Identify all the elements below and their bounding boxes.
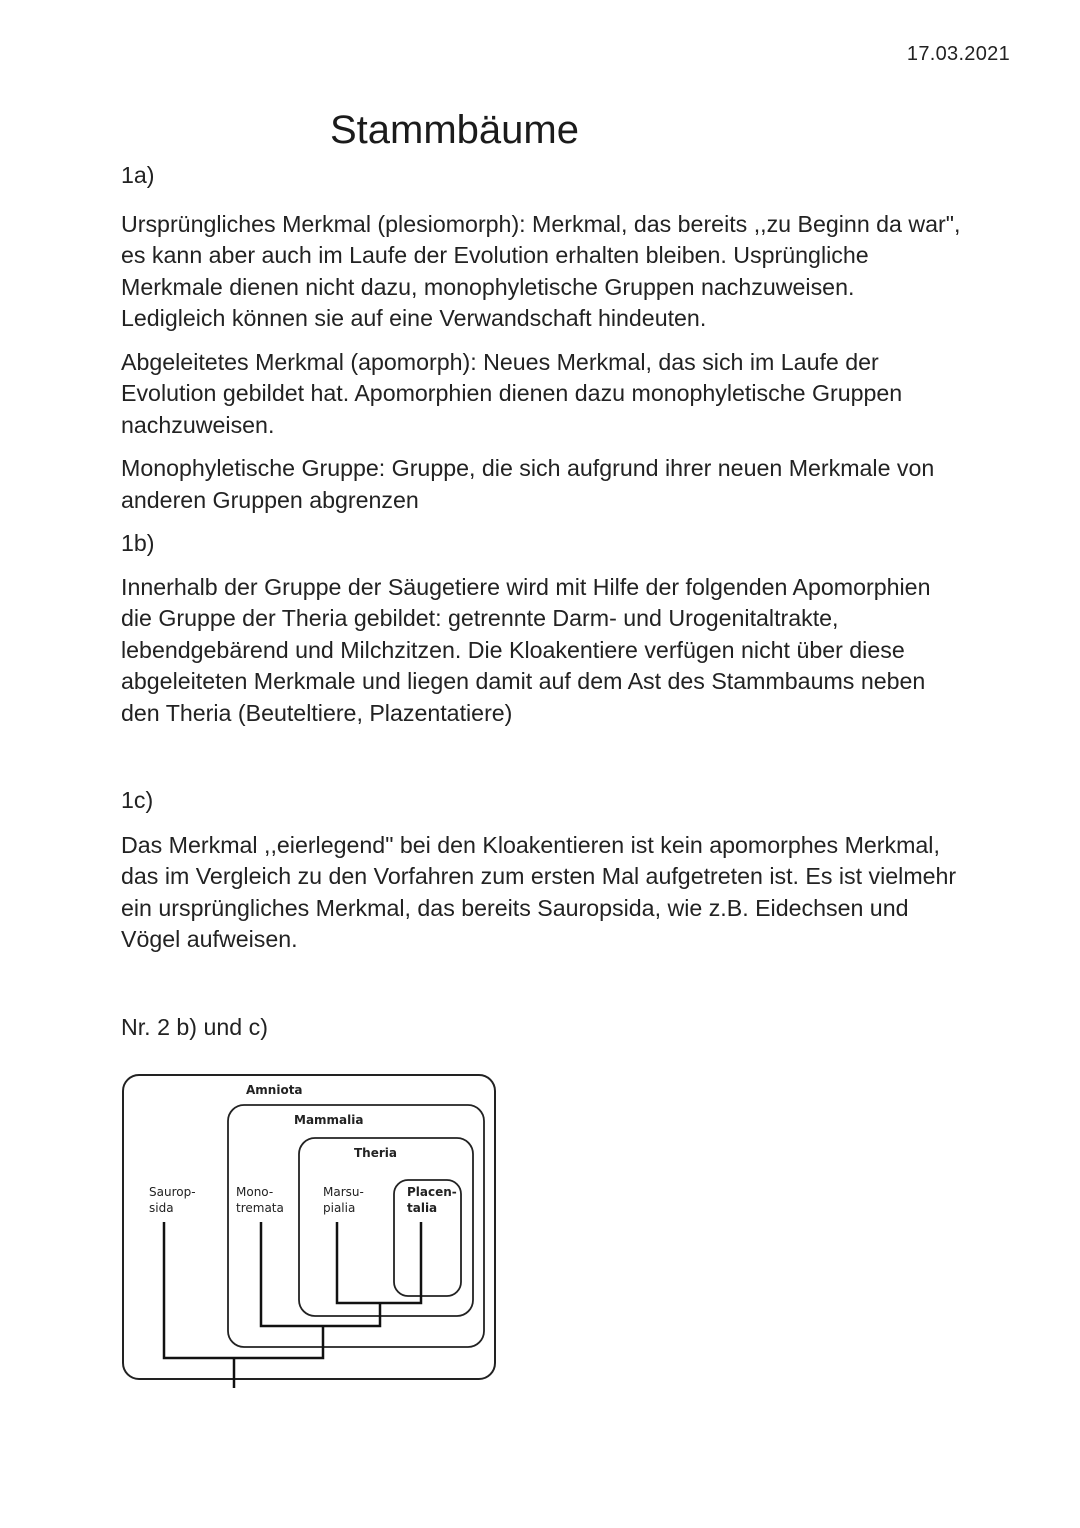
page-title: Stammbäume [330, 108, 579, 152]
monotremata-label-1: Mono- [236, 1185, 274, 1199]
document-body [121, 160, 961, 1043]
marsupialia-label-1: Marsu- [323, 1185, 364, 1199]
paragraph-apomorph: Abgeleitetes Merkmal (apomorph): Neues Merkmal, das sich im Laufe der Evolution gebildet hat. Apomorphien dienen dazu monophyletische Gruppen nachzuweisen. [121, 348, 903, 438]
phylogenetic-tree-diagram [118, 1070, 502, 1395]
theria-box [299, 1138, 473, 1316]
section-1b-label: 1b) [121, 530, 155, 556]
sauropsida-label-2: sida [149, 1201, 174, 1215]
sauropsida-label-1: Saurop- [149, 1185, 196, 1199]
amniota-label: Amniota [246, 1083, 303, 1097]
paragraph-monophyletic: Monophyletische Gruppe: Gruppe, die sich aufgrund ihrer neuen Merkmale von anderen Gruppen abgrenzen [121, 455, 935, 513]
monotremata-label-2: tremata [236, 1201, 284, 1215]
theria-label: Theria [354, 1146, 397, 1160]
placentalia-label-2: talia [407, 1201, 438, 1215]
section-1a-label: 1a) [121, 162, 155, 188]
mammalia-label: Mammalia [294, 1113, 364, 1127]
paragraph-1c: Das Merkmal ,,eierlegend" bei den Kloakentieren ist kein apomorphes Merkmal, das im Vergleich zu den Vorfahren zum ersten Mal aufgetreten ist. Es ist vielmehr ein ursprüngliches Merkmal, das bereits Sauropsida, wie z.B. Eidechsen und Vögel aufweisen. [121, 831, 957, 952]
paragraph-1b: Innerhalb der Gruppe der Säugetiere wird mit Hilfe der folgenden Apomorphien die Gruppe der Theria gebildet: getrennte Darm- und Urogenitaltrakte, lebendgebärend und Milchzitzen. Die Kloakentiere verfügen nicht über diese abgeleiteten Merkmale und liegen damit auf dem Ast des Stammbaums neben den Theria (Beuteltiere, Plazentatiere) [121, 573, 931, 726]
document-date: 17.03.2021 [906, 43, 1010, 65]
section-2-label: Nr. 2 b) und c) [121, 1013, 268, 1040]
marsupialia-label-2: pialia [323, 1201, 356, 1215]
paragraph-plesiomorph: Ursprüngliches Merkmal (plesiomorph): Merkmal, das bereits ,,zu Beginn da war", es kann aber auch im Laufe der Evolution erhalten bleiben. Usprüngliche Merkmale dienen nicht dazu, monophyletische Gruppen nachzuweisen. Ledigleich können sie auf eine Verwandschaft hindeuten. [121, 210, 961, 331]
mammalia-box [228, 1105, 484, 1347]
section-1c-label: 1c) [121, 787, 154, 813]
placentalia-label-1: Placen- [407, 1185, 457, 1199]
tree-branches [164, 1222, 421, 1388]
